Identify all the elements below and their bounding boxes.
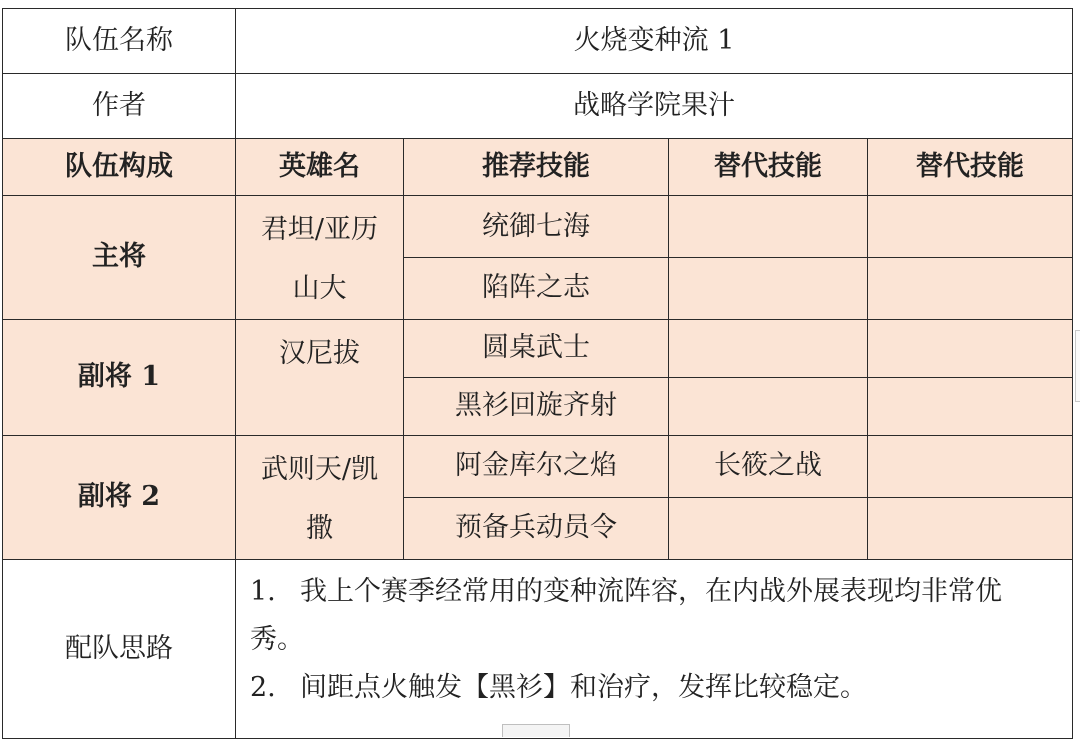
table-header-row (3, 139, 1073, 196)
header-alt-skill-1: 替代技能 (669, 139, 868, 196)
recommended-skill: 圆桌武士 (404, 319, 669, 377)
alt-skill-1 (669, 497, 868, 559)
hero-cell (236, 196, 404, 320)
alt-skill-1 (669, 377, 868, 435)
hero-name-line: 撒 (306, 513, 333, 545)
header-hero: 英雄名 (236, 139, 404, 196)
alt-skill-2 (868, 319, 1073, 377)
notes-label: 配队思路 (3, 559, 236, 738)
team-name-value: 火烧变种流 1 (236, 9, 1073, 74)
hero-name-line: 汉尼拔 (279, 337, 360, 369)
team-name-row (3, 9, 1073, 74)
alt-skill-2 (868, 497, 1073, 559)
note-item-2 (250, 664, 1058, 712)
notes-content (236, 559, 1073, 738)
note-item-1-continuation: 秀。 (250, 623, 304, 655)
note-text: 间距点火触发【黑衫】和治疗，发挥比较稳定。 (300, 671, 867, 703)
note-number: 1. (250, 575, 276, 607)
alt-skill-1: 长筱之战 (669, 435, 868, 497)
side-handle-fragment (1075, 330, 1080, 402)
notes-row (3, 559, 1073, 738)
alt-skill-2 (868, 196, 1073, 258)
recommended-skill: 黑衫回旋齐射 (404, 377, 669, 435)
alt-skill-2 (868, 257, 1073, 319)
header-recommended-skill: 推荐技能 (404, 139, 669, 196)
alt-skill-1 (669, 257, 868, 319)
note-text: 我上个赛季经常用的变种流阵容，在内战外展表现均非常优 (300, 575, 1002, 607)
hero-name-line: 山大 (292, 273, 347, 305)
hero-cell (236, 319, 404, 435)
alt-skill-2 (868, 377, 1073, 435)
alt-skill-1 (669, 196, 868, 258)
recommended-skill: 预备兵动员令 (404, 497, 669, 559)
header-composition: 队伍构成 (3, 139, 236, 196)
table-row (3, 319, 1073, 377)
recommended-skill: 阿金库尔之焰 (404, 435, 669, 497)
alt-skill-1 (669, 319, 868, 377)
hero-name-line: 武则天/凯 (260, 453, 379, 485)
table-row (3, 196, 1073, 258)
role-commander: 主将 (3, 196, 236, 320)
recommended-skill: 统御七海 (404, 196, 669, 258)
recommended-skill: 陷阵之志 (404, 257, 669, 319)
role-deputy-2: 副将 2 (3, 435, 236, 559)
author-row (3, 74, 1073, 139)
header-alt-skill-2: 替代技能 (868, 139, 1073, 196)
scroll-fragment (502, 724, 570, 737)
table-row (3, 435, 1073, 497)
team-name-label: 队伍名称 (3, 9, 236, 74)
author-value: 战略学院果汁 (236, 74, 1073, 139)
hero-name-line: 君坦/亚历 (260, 214, 379, 245)
author-label: 作者 (3, 74, 236, 139)
role-deputy-1: 副将 1 (3, 319, 236, 435)
note-item-1 (250, 568, 1058, 616)
hero-cell (236, 435, 404, 559)
alt-skill-2 (868, 435, 1073, 497)
team-lineup-table (2, 8, 1073, 739)
note-number: 2. (250, 671, 276, 703)
